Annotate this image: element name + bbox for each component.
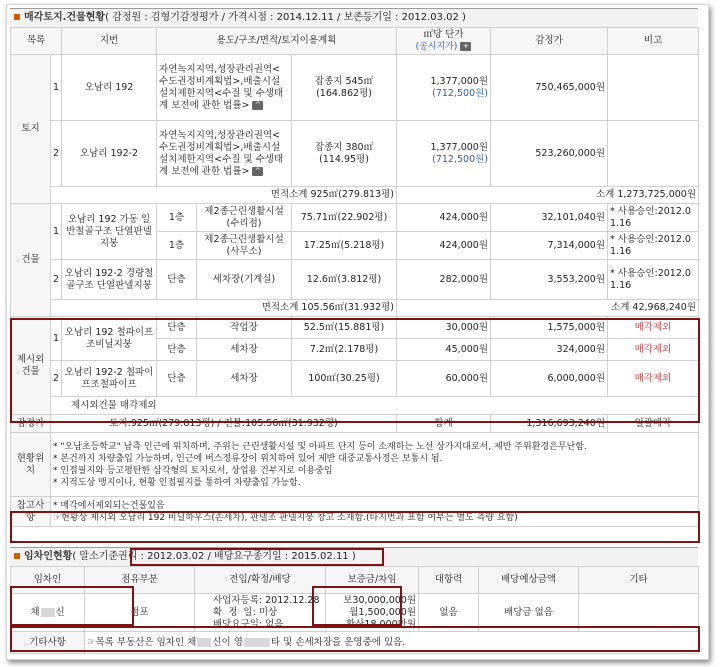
extra-footer-row: 제시외건물 매각제외 <box>11 397 699 415</box>
tenant-note-row: 기타사항 ☞목록 부동산은 임차인 채 신이 영 타 및 손세차장을 운영중에 있음. <box>11 632 699 654</box>
table-row: 2 오남리 192-2 철파이프조철파이프 단층 세차장 100㎡(30.25평) 60,000원 6,000,000원 매각제외 <box>11 361 699 397</box>
location-label: 현황위치 <box>11 433 51 497</box>
bullet-icon <box>14 553 20 559</box>
land-label: 토지 <box>11 55 51 204</box>
land-subtotal-row: 면적소계 925㎡(279.813평) 소계 1,273,725,000원 <box>11 187 699 204</box>
location-row: 현황위치 * "오남초등학교" 남측 인근에 위치하며, 주위는 근린생활시설 및 아파트 단지 등이 소재하는 노선 상가지대로서, 제반 주위환경은무난함. * 본건까지 차량출입 가능하며, 인근에 버스정류장이 위치하여 있어 제반 대중교통사정은 보통시 됨. * 인접필지와 등고평탄한 삼각형의 토지로서, 상업용 건부지로 이용중임 * 지적도상 맹지이나, 현황 인접필지를 통하여 차량출입 가능함. <box>11 433 699 497</box>
header-address: 지번 <box>62 28 157 55</box>
section-title-bar <box>10 547 698 567</box>
header-usage: 용도/구조/면적/토지이용계획 <box>157 28 397 55</box>
header-list: 목록 <box>11 28 62 55</box>
property-table <box>10 27 699 527</box>
header-appraisal: 감정가 <box>491 28 608 55</box>
reference-label: 참고사항 <box>11 497 51 527</box>
collapse-icon[interactable]: ^ <box>252 101 263 110</box>
land-plan: 자연녹지지역,성장관리권역<수도권정비계획법>,배출시설설치제한지역<수질 및 수생태계 보전에 관한 법률> ^ <box>157 55 292 121</box>
collapse-icon[interactable]: ^ <box>252 167 263 176</box>
tenant-row: 채 신 점포 사업자등록: 2012.12.28 확 정 일: 미상 배당요구일: 없음 보30,000,000원 월1,500,000원 환산18,000만원 없음 배당금 없음 <box>11 594 699 632</box>
reference-row: 참고사항 * 매각에서제외되는건물있음 ☞현황상 제시외 오남리 192 비닐하우스(손세차), 판넬조 판넬지붕 창고 소재함.(타지번과 표함 여부는 별도 측량 요함) <box>11 497 699 527</box>
section-info: ( 말소기준권리 : 2012.03.02 / 배당요구종기일 : 2015.02.11 ) <box>72 551 356 562</box>
table-row: 1층 제2종근린생활시설(사무소) 17.25㎡(5.218평) 424,000원 7,314,000원 * 사용승인:2012.01.16 <box>11 232 699 260</box>
table-row: 2 오남리 192-2 경량철골구조 단열판넬지붕 단층 세차장(기계실) 12.6㎡(3.812평) 282,000원 3,553,200원 * 사용승인:2012.01.16 <box>11 260 699 300</box>
excluded-badge: 매각제외 <box>608 339 699 361</box>
building-subtotal-row: 면적소계 105.56㎡(31.932평) 소계 42,968,240원 <box>11 300 699 317</box>
section-info: ( 감정원 : 김형기감정평가 / 가격시점 : 2014.12.11 / 보존등기일 : 2012.03.02 ) <box>105 12 466 23</box>
land-plan: 자연녹지지역,성장관리권역<수도권정비계획법>,배출시설설치제한지역<수질 및 수생태계 보전에 관한 법률> ^ <box>157 121 292 187</box>
section-title: 매각토지.건물현황 <box>24 12 106 23</box>
bullet-icon <box>14 14 20 20</box>
table-row: 토지 1 오남리 192 자연녹지지역,성장관리권역<수도권정비계획법>,배출시설설치제한지역<수질 및 수생태계 보전에 관한 법률> ^ 잡종지 545㎡ (164.862평) 1,377,000원 (712,500원) 750,465,000원 <box>11 55 699 121</box>
excluded-badge: 매각제외 <box>608 317 699 339</box>
excluded-badge: 매각제외 <box>608 361 699 397</box>
expand-icon[interactable]: + <box>460 42 471 51</box>
section-title: 임차인현황 <box>24 551 73 562</box>
header-unit-price: ㎡당 단가 (공시지가) + <box>397 28 491 55</box>
redacted-block <box>197 638 211 647</box>
building-label: 건물 <box>11 204 51 317</box>
tenant-table: 임차인 점유부분 전입/확정/배당 보증금/차임 대항력 배당예상금액 기타 채 신 점포 사업자등록: 2012.12.28 확 정 일: 미상 배당요구일: 없음 보30,000,000원 월1,500,000원 환산18,000만원 없음 배당금 없음 기타사항 ☞목록 부동산은 임차인 채 신이 영 타 및 손세차장을 운영중에 있음. <box>10 566 699 654</box>
redacted-block <box>41 608 55 617</box>
table-row: 제시외건물 1 오남리 192 철파이프조비닐지붕 단층 작업장 52.5㎡(15.881평) 30,000원 1,575,000원 매각제외 <box>11 317 699 339</box>
table-row: 건물 1 오남리 192 가동 일반철골구조 단열판넬지붕 1층 제2종근린생활시설(수리점) 75.71㎡(22.902평) 424,000원 32,101,040원 * 사용승인:2012.01.16 <box>11 204 699 232</box>
appraisal-row: 감정가 토지:925㎡(279.813평) / 건물:105.56㎡(31.932평) 합계 1,316,693,240원 일괄매각 <box>11 415 699 433</box>
table-row: 단층 세차장 7.2㎡(2.178평) 45,000원 324,000원 매각제외 <box>11 339 699 361</box>
tenant-name: 채 신 <box>11 594 85 632</box>
extra-building-label: 제시외건물 <box>11 317 51 415</box>
section-title-bar <box>10 8 698 28</box>
header-note: 비고 <box>608 28 699 55</box>
redacted-block <box>244 638 270 647</box>
table-row: 2 오남리 192-2 자연녹지지역,성장관리권역<수도권정비계획법>,배출시설설치제한지역<수질 및 수생태계 보전에 관한 법률> ^ 잡종지 380㎡ (114.95평) 1,377,000원 (712,500원) 523,260,000원 <box>11 121 699 187</box>
